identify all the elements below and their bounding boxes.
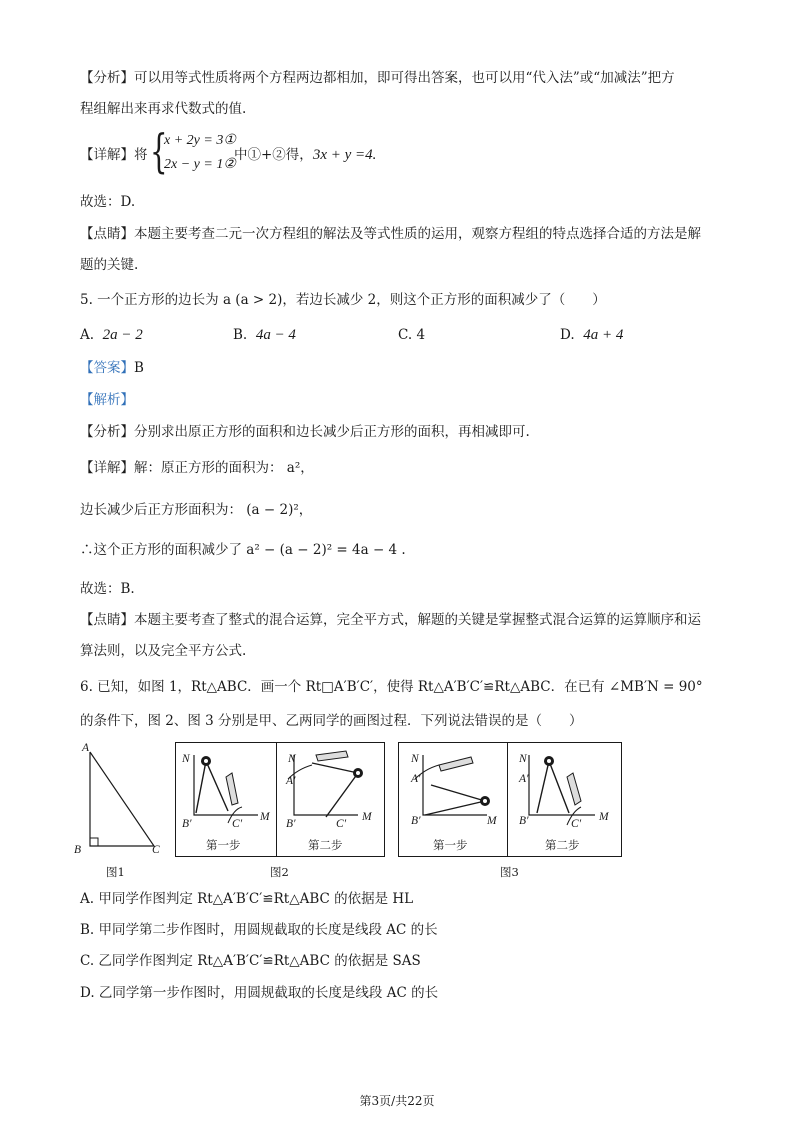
fig3-m1: M (487, 815, 497, 827)
fig2-step2: 第二步 (308, 838, 343, 852)
q5-analysis-text: 分别求出原正方形的面积和边长减少后正方形的面积，再相减即可. (134, 424, 530, 440)
choice-1: 故选：D. (80, 194, 136, 210)
q6-option-d: D. 乙同学第一步作图时，用圆规截取的长度是线段 AC 的长 (80, 985, 439, 1001)
q5-analysis-tag: 【分析】 (80, 424, 134, 440)
q5-comment-tag: 【点睛】 (80, 612, 134, 628)
figure-3 (398, 742, 622, 857)
figure-2 (175, 742, 385, 857)
q6-option-b: B. 甲同学第二步作图时，用圆规截取的长度是线段 AC 的长 (80, 922, 438, 938)
q5-detail-tag: 【详解】 (80, 460, 134, 476)
fig2-m1: M (260, 811, 270, 823)
fig3-n1: N (411, 753, 419, 765)
equation-2: 2x − y = 1② (164, 157, 236, 172)
fig2-step1: 第一步 (206, 838, 241, 852)
q6-option-a: A. 甲同学作图判定 Rt△A′B′C′≌Rt△ABC 的依据是 HL (80, 891, 414, 907)
q5-stem: 5. 一个正方形的边长为 a (a > 2)，若边长减少 2，则这个正方形的面积减少了（ ） (80, 292, 606, 308)
fig3-m2: M (599, 811, 609, 823)
fig3-step2: 第二步 (545, 838, 580, 852)
detail-prefix: 将 (134, 147, 148, 163)
point-c: C (152, 844, 160, 856)
q5-option-c: C. 4 (398, 327, 426, 343)
q5-detail-text-1: 解：原正方形的面积为： a²， (134, 460, 314, 476)
point-b: B (74, 844, 82, 856)
answer-value: B (134, 360, 144, 376)
fig3-a1: A′ (411, 773, 421, 785)
fig3-b2: B′ (519, 815, 529, 827)
q5-analysis (80, 422, 734, 442)
fig3-c2: C′ (571, 818, 582, 830)
q5-jiexi-tag: 【解析】 (80, 392, 134, 408)
q5-option-d: D. 4a + 4 (560, 327, 624, 343)
fig2-c1: C′ (232, 818, 243, 830)
answer-tag: 【答案】 (80, 360, 134, 376)
figure-2-caption: 图2 (270, 865, 289, 879)
analysis-text-1: 可以用等式性质将两个方程两边都相加，即可得出答案，也可以用“代入法”或“加减法”把方 (134, 70, 675, 86)
fig2-m2: M (362, 811, 372, 823)
detail-middle: 中①+②得， (234, 147, 313, 163)
q5-comment-1 (80, 610, 734, 630)
analysis-line-2: 程组解出来再求代数式的值. (80, 101, 247, 117)
fig2-b1: B′ (182, 818, 192, 830)
fig3-a2: A′ (519, 773, 529, 785)
fig2-c2: C′ (336, 818, 347, 830)
q5-choice: 故选：B. (80, 581, 135, 597)
brace: { (150, 124, 168, 178)
detail-tag: 【详解】 (80, 147, 134, 163)
q5-option-a: A. 2a − 2 (80, 327, 143, 343)
detail-result: 3x + y =4. (312, 147, 377, 163)
fig2-n2: N (288, 753, 296, 765)
q6-option-c: C. 乙同学作图判定 Rt△A′B′C′≌Rt△ABC 的依据是 SAS (80, 953, 421, 969)
q6-stem-2: 的条件下，图 2、图 3 分别是甲、乙两同学的画图过程．下列说法错误的是（ ） (80, 713, 583, 729)
figure-3-caption: 图3 (500, 865, 519, 879)
q5-answer (80, 358, 734, 378)
comment-line-1 (80, 224, 734, 244)
q5-comment-text-1: 本题主要考查了整式的混合运算，完全平方式，解题的关键是掌握整式混合运算的运算顺序和运 (134, 612, 701, 628)
fig3-step1: 第一步 (433, 838, 468, 852)
comment-text-1: 本题主要考查二元一次方程组的解法及等式性质的运用，观察方程组的特点选择合适的方法是解 (134, 226, 701, 242)
q5-detail-1 (80, 458, 734, 478)
fig2-a2: A′ (286, 775, 296, 787)
q5-detail-2: 边长减少后正方形面积为： (a − 2)²， (80, 502, 313, 518)
q6-stem-1: 6. 已知，如图 1，Rt△ABC．画一个 Rt□A′B′C′，使得 Rt△A′B′C′≌Rt△ABC．在已有 ∠MB′N = 90° (80, 679, 703, 695)
analysis-line-1 (80, 68, 734, 88)
fig3-b1: B′ (411, 815, 421, 827)
figure-1 (74, 742, 164, 882)
fig2-b2: B′ (286, 818, 296, 830)
fig2-n1: N (182, 753, 190, 765)
page-footer: 第3页/共22页 (359, 1094, 435, 1108)
q5-comment-2: 算法则，以及完全平方公式. (80, 643, 247, 659)
right-triangle-abc (74, 742, 164, 882)
equation-1: x + 2y = 3① (164, 133, 236, 148)
comment-line-2: 题的关键. (80, 257, 139, 273)
analysis-tag: 【分析】 (80, 70, 134, 86)
q5-detail-3: ∴这个正方形的面积减少了 a² − (a − 2)² = 4a − 4 . (80, 542, 406, 558)
comment-tag: 【点睛】 (80, 226, 134, 242)
figure-1-caption: 图1 (106, 865, 125, 879)
point-a: A (82, 742, 90, 754)
q5-option-b: B. 4a − 4 (233, 327, 296, 343)
fig3-n2: N (519, 753, 527, 765)
detail-conclusion (234, 145, 734, 165)
